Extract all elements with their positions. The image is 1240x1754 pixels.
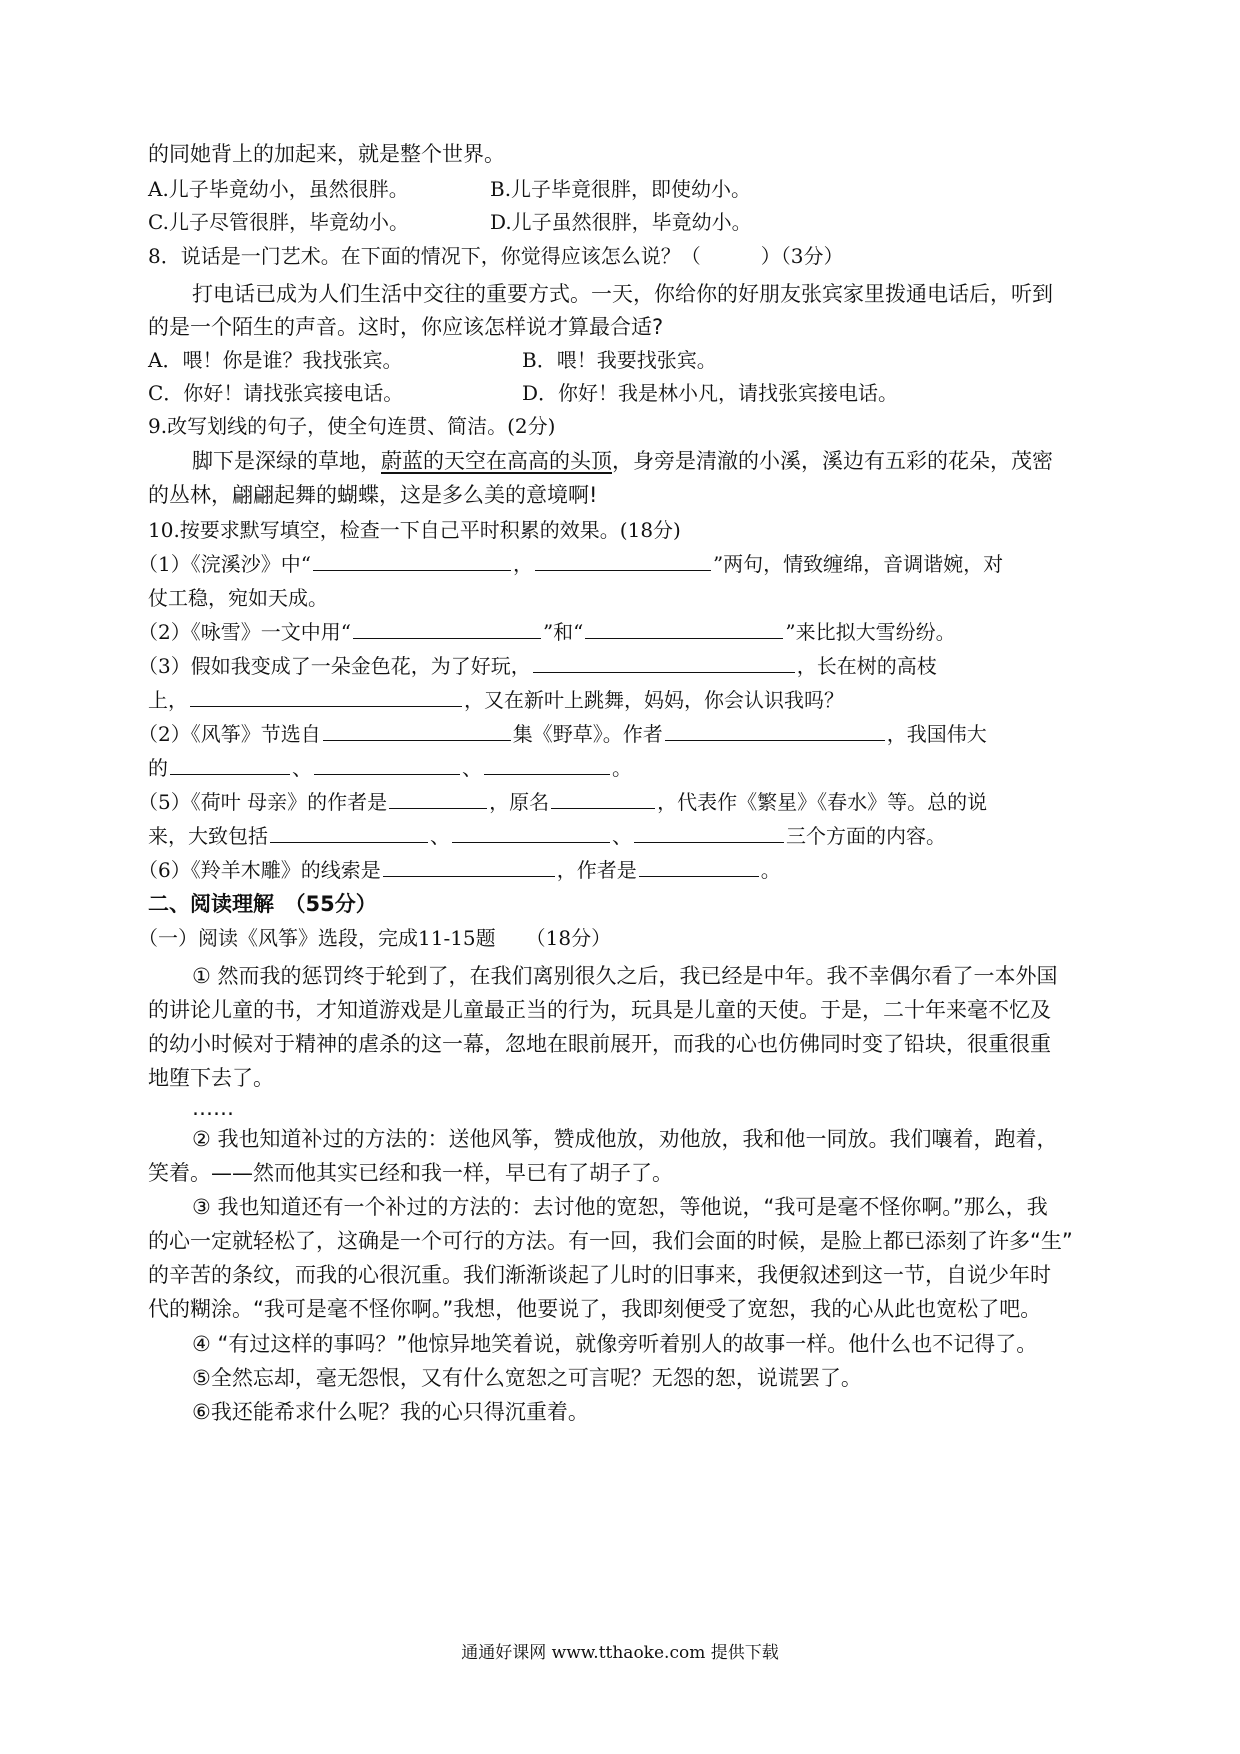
fill-6: [138, 856, 781, 884]
reading-line: ② 我也知道补过的方法的：送他风筝，赞成他放，劝他放，我和他一同放。我们嚷着，跑着，: [192, 1127, 1058, 1151]
fill-text: 、: [292, 756, 312, 780]
fill-text: 上，: [148, 688, 188, 712]
reading-line: ① 然而我的惩罚终于轮到了，在我们离别很久之后，我已经是中年。我不幸偶尔看了一本外国: [192, 964, 1058, 988]
q9-text: ，身旁是清澈的小溪，溪边有五彩的花朵，茂密: [612, 449, 1053, 473]
reading-line: 笑着。——然而他其实已经和我一样，早已有了胡子了。: [148, 1161, 673, 1185]
fill-5: [138, 788, 987, 816]
fill-text: 集《野草》。作者: [512, 722, 663, 746]
option-8a: A．喂！你是谁？我找张宾。: [148, 348, 403, 372]
section-heading: 二、阅读理解 （55分）: [148, 892, 377, 916]
page-footer: 通通好课网 www.tthaoke.com 提供下载: [461, 1643, 779, 1663]
q8-para: 打电话已成为人们生活中交往的重要方式。一天，你给你的好朋友张宾家里拨通电话后，听到: [192, 282, 1053, 306]
reading-line: 的辛苦的条纹，而我的心很沉重。我们渐渐谈起了儿时的旧事来，我便叙述到这一节，自说少年时: [148, 1263, 1051, 1287]
answer-blank[interactable]: [383, 856, 555, 877]
question-9: 9.改写划线的句子，使全句连贯、简洁。(2分): [148, 414, 556, 438]
reading-line: 代的糊涂。“我可是毫不怪你啊。”我想，他要说了，我即刻便受了宽恕，我的心从此也宽松了吧。: [148, 1297, 1042, 1321]
fill-text: ，: [512, 552, 533, 576]
answer-blank[interactable]: [452, 822, 610, 843]
fill-text: 。: [612, 756, 632, 780]
answer-blank[interactable]: [551, 788, 655, 809]
fill-text: 来，大致包括: [148, 824, 268, 848]
fill-text: （2）《风筝》节选自: [138, 722, 321, 746]
fill-3-cont: [148, 686, 844, 714]
fill-1: [138, 550, 1003, 578]
fill-2: [138, 618, 956, 646]
reading-line: 的心一定就轻松了，这确是一个可行的方法。有一回，我们会面的时候，是脸上都已添刻了许多“生”: [148, 1229, 1073, 1253]
option-7c: C.儿子尽管很胖，毕竟幼小。: [148, 210, 409, 234]
reading-line: ③ 我也知道还有一个补过的方法的：去讨他的宽恕，等他说，“我可是毫不怪你啊。”那么，我: [192, 1195, 1048, 1219]
fill-5-cont: [148, 822, 946, 850]
fill-text: ，我国伟大: [886, 722, 987, 746]
fill-text: ，作者是: [556, 858, 637, 882]
fill-text: （1）《浣溪沙》中“: [138, 552, 311, 576]
fill-text: ”来比拟大雪纷纷。: [785, 620, 956, 644]
fill-text: （3）假如我变成了一朵金色花，为了好玩，: [138, 654, 531, 678]
fill-text: （5）《荷叶 母亲》的作者是: [138, 790, 388, 814]
q8-para: 的是一个陌生的声音。这时，你应该怎样说才算最合适?: [148, 315, 664, 339]
q9-para: [192, 447, 1053, 475]
fill-3: [138, 652, 937, 680]
fill-text: 。: [760, 858, 781, 882]
fill-text: （6）《羚羊木雕》的线索是: [138, 858, 381, 882]
fill-text: （2）《咏雪》一文中用“: [138, 620, 351, 644]
answer-blank[interactable]: [639, 856, 759, 877]
question-8: 8．说话是一门艺术。在下面的情况下，你觉得应该怎么说？（ ）（3分）: [148, 244, 844, 268]
reading-line: 地堕下去了。: [148, 1066, 274, 1090]
reading-line: 的讲论儿童的书，才知道游戏是儿童最正当的行为，玩具是儿童的天使。于是，二十年来毫不忆及: [148, 998, 1051, 1022]
answer-blank[interactable]: [484, 754, 610, 775]
answer-blank[interactable]: [665, 720, 885, 741]
reading-line: 的幼小时候对于精神的虐杀的这一幕，忽地在眼前展开，而我的心也仿佛同时变了铅块，很重很重: [148, 1032, 1051, 1056]
option-7d: D.儿子虽然很胖，毕竟幼小。: [490, 210, 752, 234]
answer-blank[interactable]: [313, 550, 511, 571]
answer-blank[interactable]: [190, 686, 462, 707]
fill-text: 的: [148, 756, 168, 780]
option-8d: D．你好！我是林小凡，请找张宾接电话。: [522, 381, 899, 405]
fill-1-cont: 仗工稳，宛如天成。: [148, 586, 328, 610]
option-7b: B.儿子毕竟很胖，即使幼小。: [490, 177, 752, 201]
q9-text: 脚下是深绿的草地，: [192, 449, 381, 473]
answer-blank[interactable]: [535, 550, 711, 571]
answer-blank[interactable]: [270, 822, 428, 843]
answer-blank[interactable]: [634, 822, 784, 843]
subsection-heading: （一）阅读《风筝》选段，完成11-15题 （18分）: [138, 926, 612, 950]
fill-text: 三个方面的内容。: [786, 824, 946, 848]
fill-text: ”两句，情致缠绵，音调谐婉，对: [712, 552, 1004, 576]
reading-line: ⑤全然忘却，毫无怨恨，又有什么宽恕之可言呢？无怨的恕，说谎罢了。: [192, 1366, 862, 1390]
fill-text: 、: [430, 824, 450, 848]
option-8b: B．喂！我要找张宾。: [522, 348, 717, 372]
answer-blank[interactable]: [353, 618, 541, 639]
text-line: 的同她背上的加起来，就是整个世界。: [148, 142, 505, 166]
fill-4: [138, 720, 987, 748]
fill-text: ”和“: [542, 620, 584, 644]
fill-text: ，长在树的高枝: [796, 654, 937, 678]
answer-blank[interactable]: [389, 788, 487, 809]
question-10: 10.按要求默写填空，检查一下自己平时积累的效果。(18分): [148, 518, 681, 542]
answer-blank[interactable]: [323, 720, 511, 741]
fill-text: ，代表作《繁星》《春水》等。总的说: [657, 790, 988, 814]
reading-ellipsis: ……: [192, 1096, 234, 1120]
answer-blank[interactable]: [170, 754, 290, 775]
answer-blank[interactable]: [314, 754, 460, 775]
fill-text: ，原名: [489, 790, 550, 814]
option-8c: C．你好！请找张宾接电话。: [148, 381, 404, 405]
fill-4-cont: [148, 754, 632, 782]
fill-text: 、: [462, 756, 482, 780]
reading-line: ⑥我还能希求什么呢？我的心只得沉重着。: [192, 1400, 589, 1424]
underlined-sentence: 蔚蓝的天空在高高的头顶: [381, 449, 612, 473]
option-7a: A.儿子毕竟幼小，虽然很胖。: [148, 177, 409, 201]
q9-para: 的丛林，翩翩起舞的蝴蝶，这是多么美的意境啊!: [148, 483, 598, 507]
fill-text: ，又在新叶上跳舞，妈妈，你会认识我吗？: [464, 688, 844, 712]
answer-blank[interactable]: [585, 618, 783, 639]
answer-blank[interactable]: [533, 652, 795, 673]
fill-text: 、: [612, 824, 632, 848]
reading-line: ④ “有过这样的事吗？”他惊异地笑着说，就像旁听着别人的故事一样。他什么也不记得了。: [192, 1332, 1038, 1356]
